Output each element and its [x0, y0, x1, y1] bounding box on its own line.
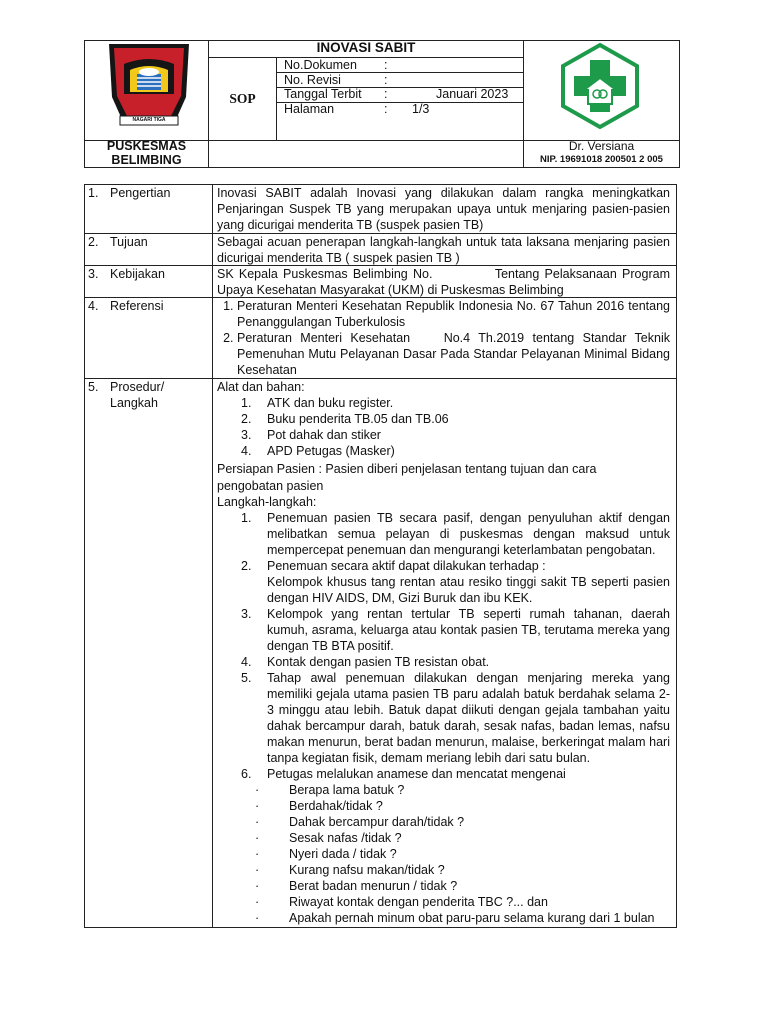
puskesmas-cross-logo [556, 42, 644, 130]
bullet-item [255, 862, 670, 878]
bullet-item [255, 814, 670, 830]
meta-sep: : [384, 87, 388, 101]
bullet-text: Berdahak/tidak ? [289, 799, 383, 813]
row-number: 3. [88, 267, 99, 281]
meta-label-no-revisi: No. Revisi [284, 73, 341, 87]
bullet-text: Berapa lama batuk ? [289, 783, 405, 797]
step-item [241, 654, 670, 670]
item-text: Pot dahak dan stiker [267, 428, 381, 442]
step-item [241, 510, 670, 558]
bullet-item [255, 798, 670, 814]
row-label-line: Langkah [110, 396, 158, 410]
org-name-line1: PUSKESMAS [106, 139, 187, 153]
item-text: Penemuan pasien TB secara pasif, dengan penyuluhan aktif dengan melibatkan semua pelayan di puskesmas dengan maksud untuk mempercepat penemuan dan mengurangi keterlambatan pengobatan. [267, 511, 670, 557]
item-number: 3. [241, 607, 252, 621]
bullet-item [255, 878, 670, 894]
persiapan-line: Persiapan Pasien : Pasien diberi penjelasan tentang tujuan dan cara [217, 462, 597, 476]
bullet-dot: · [255, 847, 260, 861]
step-item [241, 766, 670, 782]
row-label-kebijakan: Kebijakan [110, 267, 165, 281]
step-item [241, 670, 670, 766]
item-number: 3. [241, 428, 252, 442]
meta-label-tanggal-terbit: Tanggal Terbit [284, 87, 362, 101]
persiapan-line: pengobatan pasien [217, 479, 324, 493]
signer-nip: NIP. 19691018 200501 2 005 [540, 154, 663, 165]
bullet-dot: · [255, 815, 260, 829]
reference-list [217, 298, 674, 378]
bullet-dot: · [255, 895, 260, 909]
row-number: 2. [88, 235, 99, 249]
row-label-referensi: Referensi [110, 299, 164, 313]
meta-label-no-dokumen: No.Dokumen [284, 58, 357, 72]
regional-emblem-logo [106, 42, 192, 136]
row-number: 1. [88, 186, 99, 200]
meta-sep: : [384, 73, 388, 87]
bullet-item [255, 910, 670, 926]
item-text: Kontak dengan pasien TB resistan obat. [267, 655, 490, 669]
item-number: 4. [241, 444, 252, 458]
step-item [241, 558, 670, 606]
item-text: Tahap awal penemuan dilakukan dengan menjaring mereka yang memiliki gejala utama pasien TB paru adalah batuk berdahak selama 2-3 minggu atau lebih. Batuk dapat diikuti dengan gejala tambahan yaitu dahak bercampur darah, batuk darah, sesak nafas, badan lemas, nafsu makan menurun, berat badan menurun, malaise, berkeringat malam hari tanpa kegiatan fisik, demam meriang lebih dari satu bulan. [267, 671, 670, 765]
bullet-text: Riwayat kontak dengan penderita TBC ?... dan [289, 895, 548, 909]
bullet-text: Berat badan menurun / tidak ? [289, 879, 458, 893]
anamnesis-bullets [217, 782, 670, 926]
bullet-item [255, 846, 670, 862]
bullet-item [255, 830, 670, 846]
bullet-text: Sesak nafas /tidak ? [289, 831, 402, 845]
alat-title: Alat dan bahan: [217, 380, 305, 394]
row-text-kebijakan: SK Kepala Puskesmas Belimbing No. Tentang Pelaksanaan Program Upaya Kesehatan Masyarakat (UKM) di Puskesmas Belimbing [217, 267, 674, 297]
bullet-dot: · [255, 863, 260, 877]
org-name [85, 139, 208, 167]
row-label-tujuan: Tujuan [110, 235, 148, 249]
bullet-text: Dahak bercampur darah/tidak ? [289, 815, 465, 829]
item-text: Buku penderita TB.05 dan TB.06 [267, 412, 449, 426]
row-label-line: Prosedur/ [110, 380, 165, 394]
item-text: ATK dan buku register. [267, 396, 394, 410]
meta-value-tanggal: Januari 2023 [436, 87, 509, 101]
alat-item [241, 443, 670, 459]
bullet-dot: · [255, 783, 260, 797]
sop-label: SOP [229, 91, 256, 106]
procedure-content [217, 379, 670, 926]
item-body [267, 558, 670, 606]
bullet-dot: · [255, 879, 260, 893]
reference-item: 2. Peraturan Menteri Kesehatan No.4 Th.2019 tentang Standar Teknik Pemenuhan Mutu Pelayanan Dasar Pada Standar Pelayanan Minimal Bidang Kesehatan [237, 330, 670, 378]
bullet-item [255, 894, 670, 910]
item-text: Kelompok khusus tang rentan atau resiko tinggi sakit TB seperti pasien dengan HIV AIDS, DM, Gizi Buruk dan ibu KEK. [267, 575, 670, 605]
row-text-tujuan: Sebagai acuan penerapan langkah-langkah untuk tata laksana menjaring pasien dicurigai menderita TB ( suspek pasien TB ) [217, 235, 670, 265]
bullet-text: Kurang nafsu makan/tidak ? [289, 863, 445, 877]
item-text: Kelompok yang rentan tertular TB seperti rumah tahanan, daerah kumuh, asrama, keluarga atau kontak pasien TB, terutama mereka yang dengan TB BTA positif. [267, 607, 670, 653]
item-number: 1. [241, 511, 252, 525]
step-item [241, 606, 670, 654]
item-number: 4. [241, 655, 252, 669]
row-number: 5. [88, 380, 99, 394]
row-number: 4. [88, 299, 99, 313]
alat-item [241, 411, 670, 427]
org-name-line2: BELIMBING [111, 153, 182, 167]
bullet-item [255, 782, 670, 798]
item-text: APD Petugas (Masker) [267, 444, 395, 458]
bullet-dot: · [255, 911, 260, 925]
item-text: Penemuan secara aktif dapat dilakukan terhadap : [267, 559, 546, 573]
logo-ribbon-text: NAGARI TIGA [132, 117, 166, 123]
item-number: 2. [241, 559, 252, 573]
signer-name: Dr. Versiana [568, 139, 635, 153]
bullet-text: Apakah pernah minum obat paru-paru selama kurang dari 1 bulan [289, 911, 655, 925]
alat-item [241, 427, 670, 443]
row-text-pengertian: Inovasi SABIT adalah Inovasi yang dilakukan dalam rangka meningkatkan Penjaringan Suspek TB yang merupakan upaya untuk menjaring pasien-pasien yang dicurigai menderita TB (suspek pasien TB) [217, 186, 670, 232]
document-title: INOVASI SABIT [316, 40, 416, 55]
item-text: Petugas melalukan anamese dan mencatat mengenai [267, 767, 566, 781]
bullet-text: Nyeri dada / tidak ? [289, 847, 397, 861]
meta-value-halaman: 1/3 [412, 102, 430, 116]
item-number: 6. [241, 767, 252, 781]
meta-label-halaman: Halaman [284, 102, 335, 116]
row-label-pengertian: Pengertian [110, 186, 171, 200]
item-number: 2. [241, 412, 252, 426]
item-number: 5. [241, 671, 252, 685]
langkah-title: Langkah-langkah: [217, 495, 317, 509]
reference-item: 1. Peraturan Menteri Kesehatan Republik Indonesia No. 67 Tahun 2016 tentang Penanggulangan Tuberkulosis [237, 298, 670, 330]
bullet-dot: · [255, 799, 260, 813]
bullet-dot: · [255, 831, 260, 845]
row-label-prosedur [110, 379, 164, 411]
alat-item [241, 395, 670, 411]
item-number: 1. [241, 396, 252, 410]
meta-sep: : [384, 102, 388, 116]
meta-sep: : [384, 58, 388, 72]
